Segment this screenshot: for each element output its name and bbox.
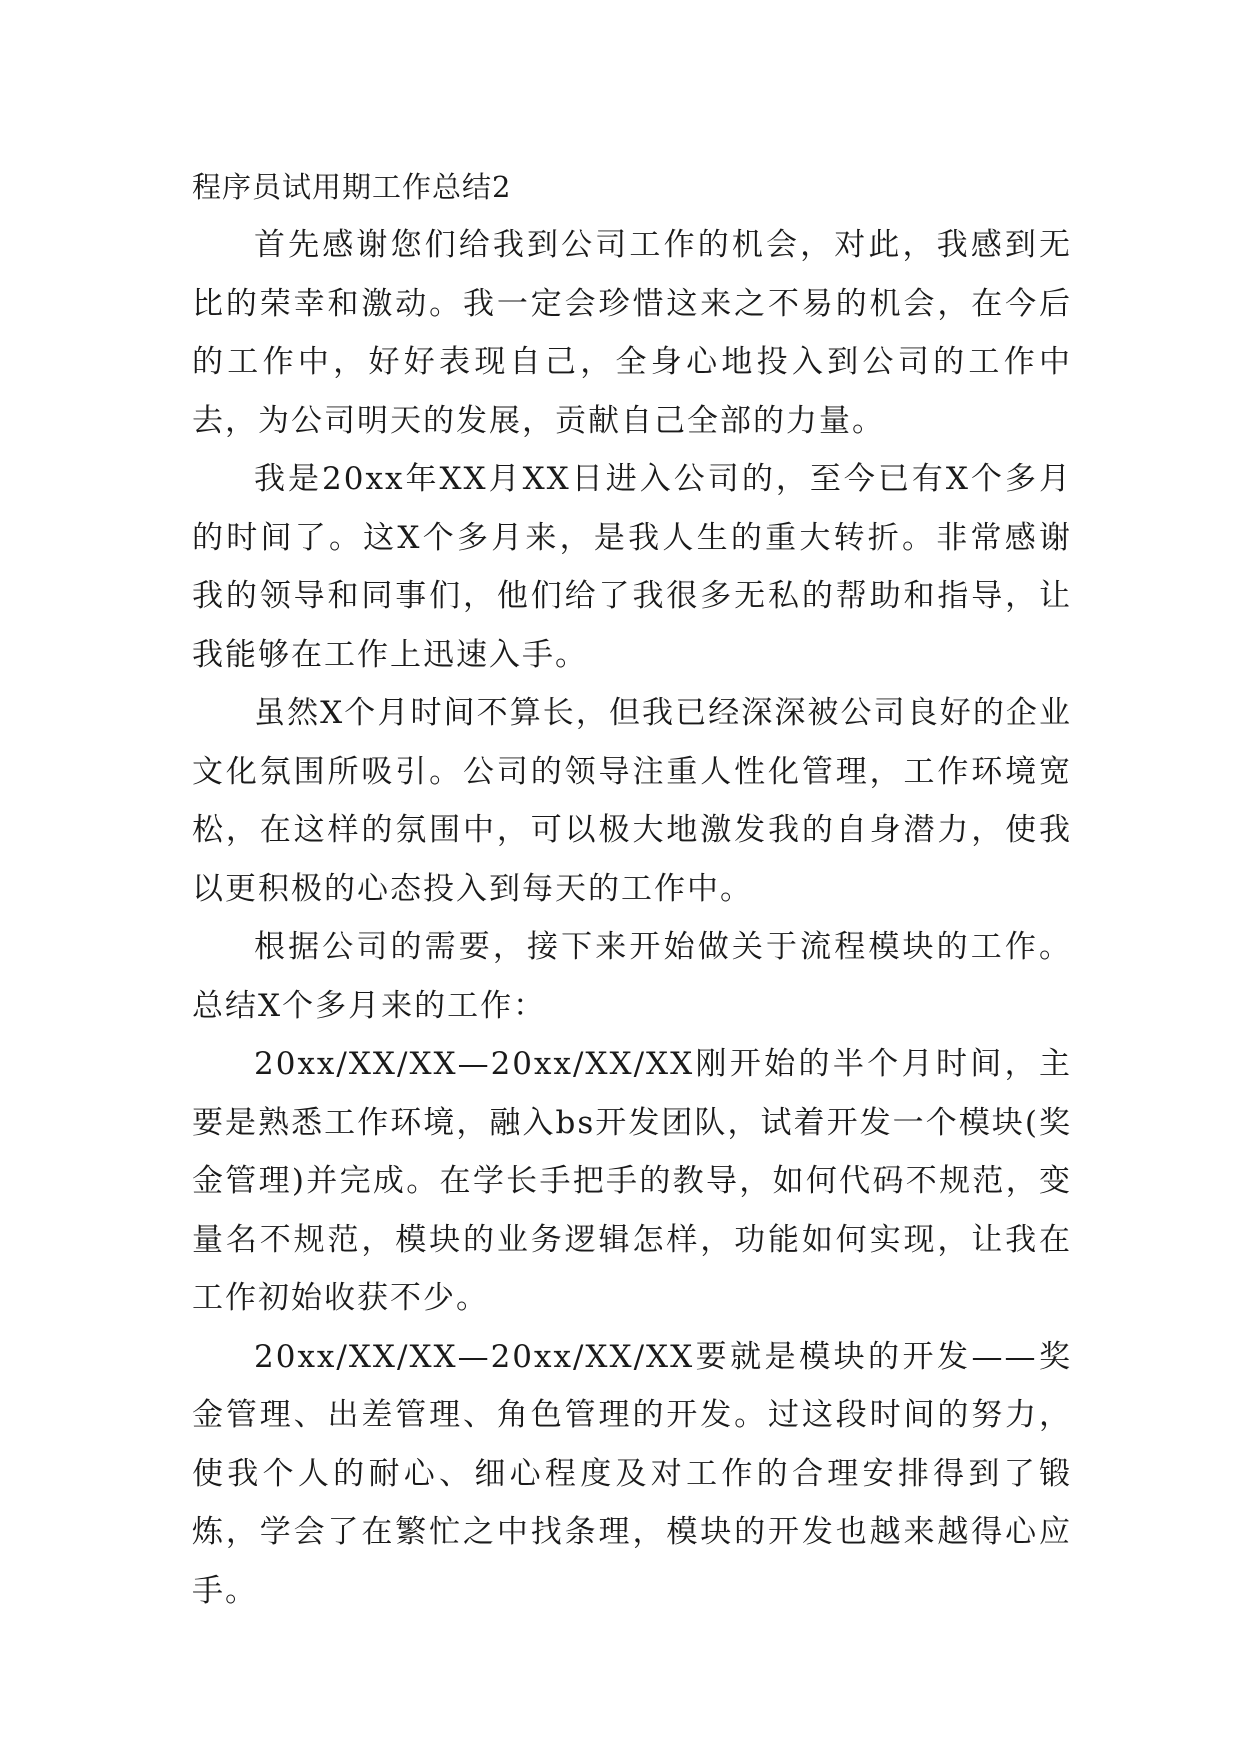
document-title: 程序员试用期工作总结2 — [192, 170, 512, 204]
paragraph-work-summary-intro: 根据公司的需要，接下来开始做关于流程模块的工作。总结X个多月来的工作： — [192, 929, 1072, 1024]
paragraph-joining-date: 我是20xx年XX月XX日进入公司的，至今已有X个多月的时间了。这X个多月来，是我人生的重大转折。非常感谢我的领导和同事们，他们给了我很多无私的帮助和指导，让我能够在工作上迅速入手。 — [192, 461, 1072, 673]
paragraph-first-period: 20xx/XX/XX—20xx/XX/XX刚开始的半个月时间，主要是熟悉工作环境，融入bs开发团队，试着开发一个模块(奖金管理)并完成。在学长手把手的教导，如何代码不规范，变量名不规范，模块的业务逻辑怎样，功能如何实现，让我在工作初始收获不少。 — [192, 1046, 1072, 1316]
paragraph-gratitude: 首先感谢您们给我到公司工作的机会，对此，我感到无比的荣幸和激动。我一定会珍惜这来之不易的机会，在今后的工作中，好好表现自己，全身心地投入到公司的工作中去，为公司明天的发展，贡献自己全部的力量。 — [192, 227, 1072, 439]
document-body — [192, 158, 1072, 1620]
paragraph-company-culture: 虽然X个月时间不算长，但我已经深深被公司良好的企业文化氛围所吸引。公司的领导注重人性化管理，工作环境宽松，在这样的氛围中，可以极大地激发我的自身潜力，使我以更积极的心态投入到每天的工作中。 — [192, 695, 1072, 907]
paragraph-second-period: 20xx/XX/XX—20xx/XX/XX要就是模块的开发——奖金管理、出差管理、角色管理的开发。过这段时间的努力，使我个人的耐心、细心程度及对工作的合理安排得到了锻炼，学会了在繁忙之中找条理，模块的开发也越来越得心应手。 — [192, 1338, 1072, 1609]
